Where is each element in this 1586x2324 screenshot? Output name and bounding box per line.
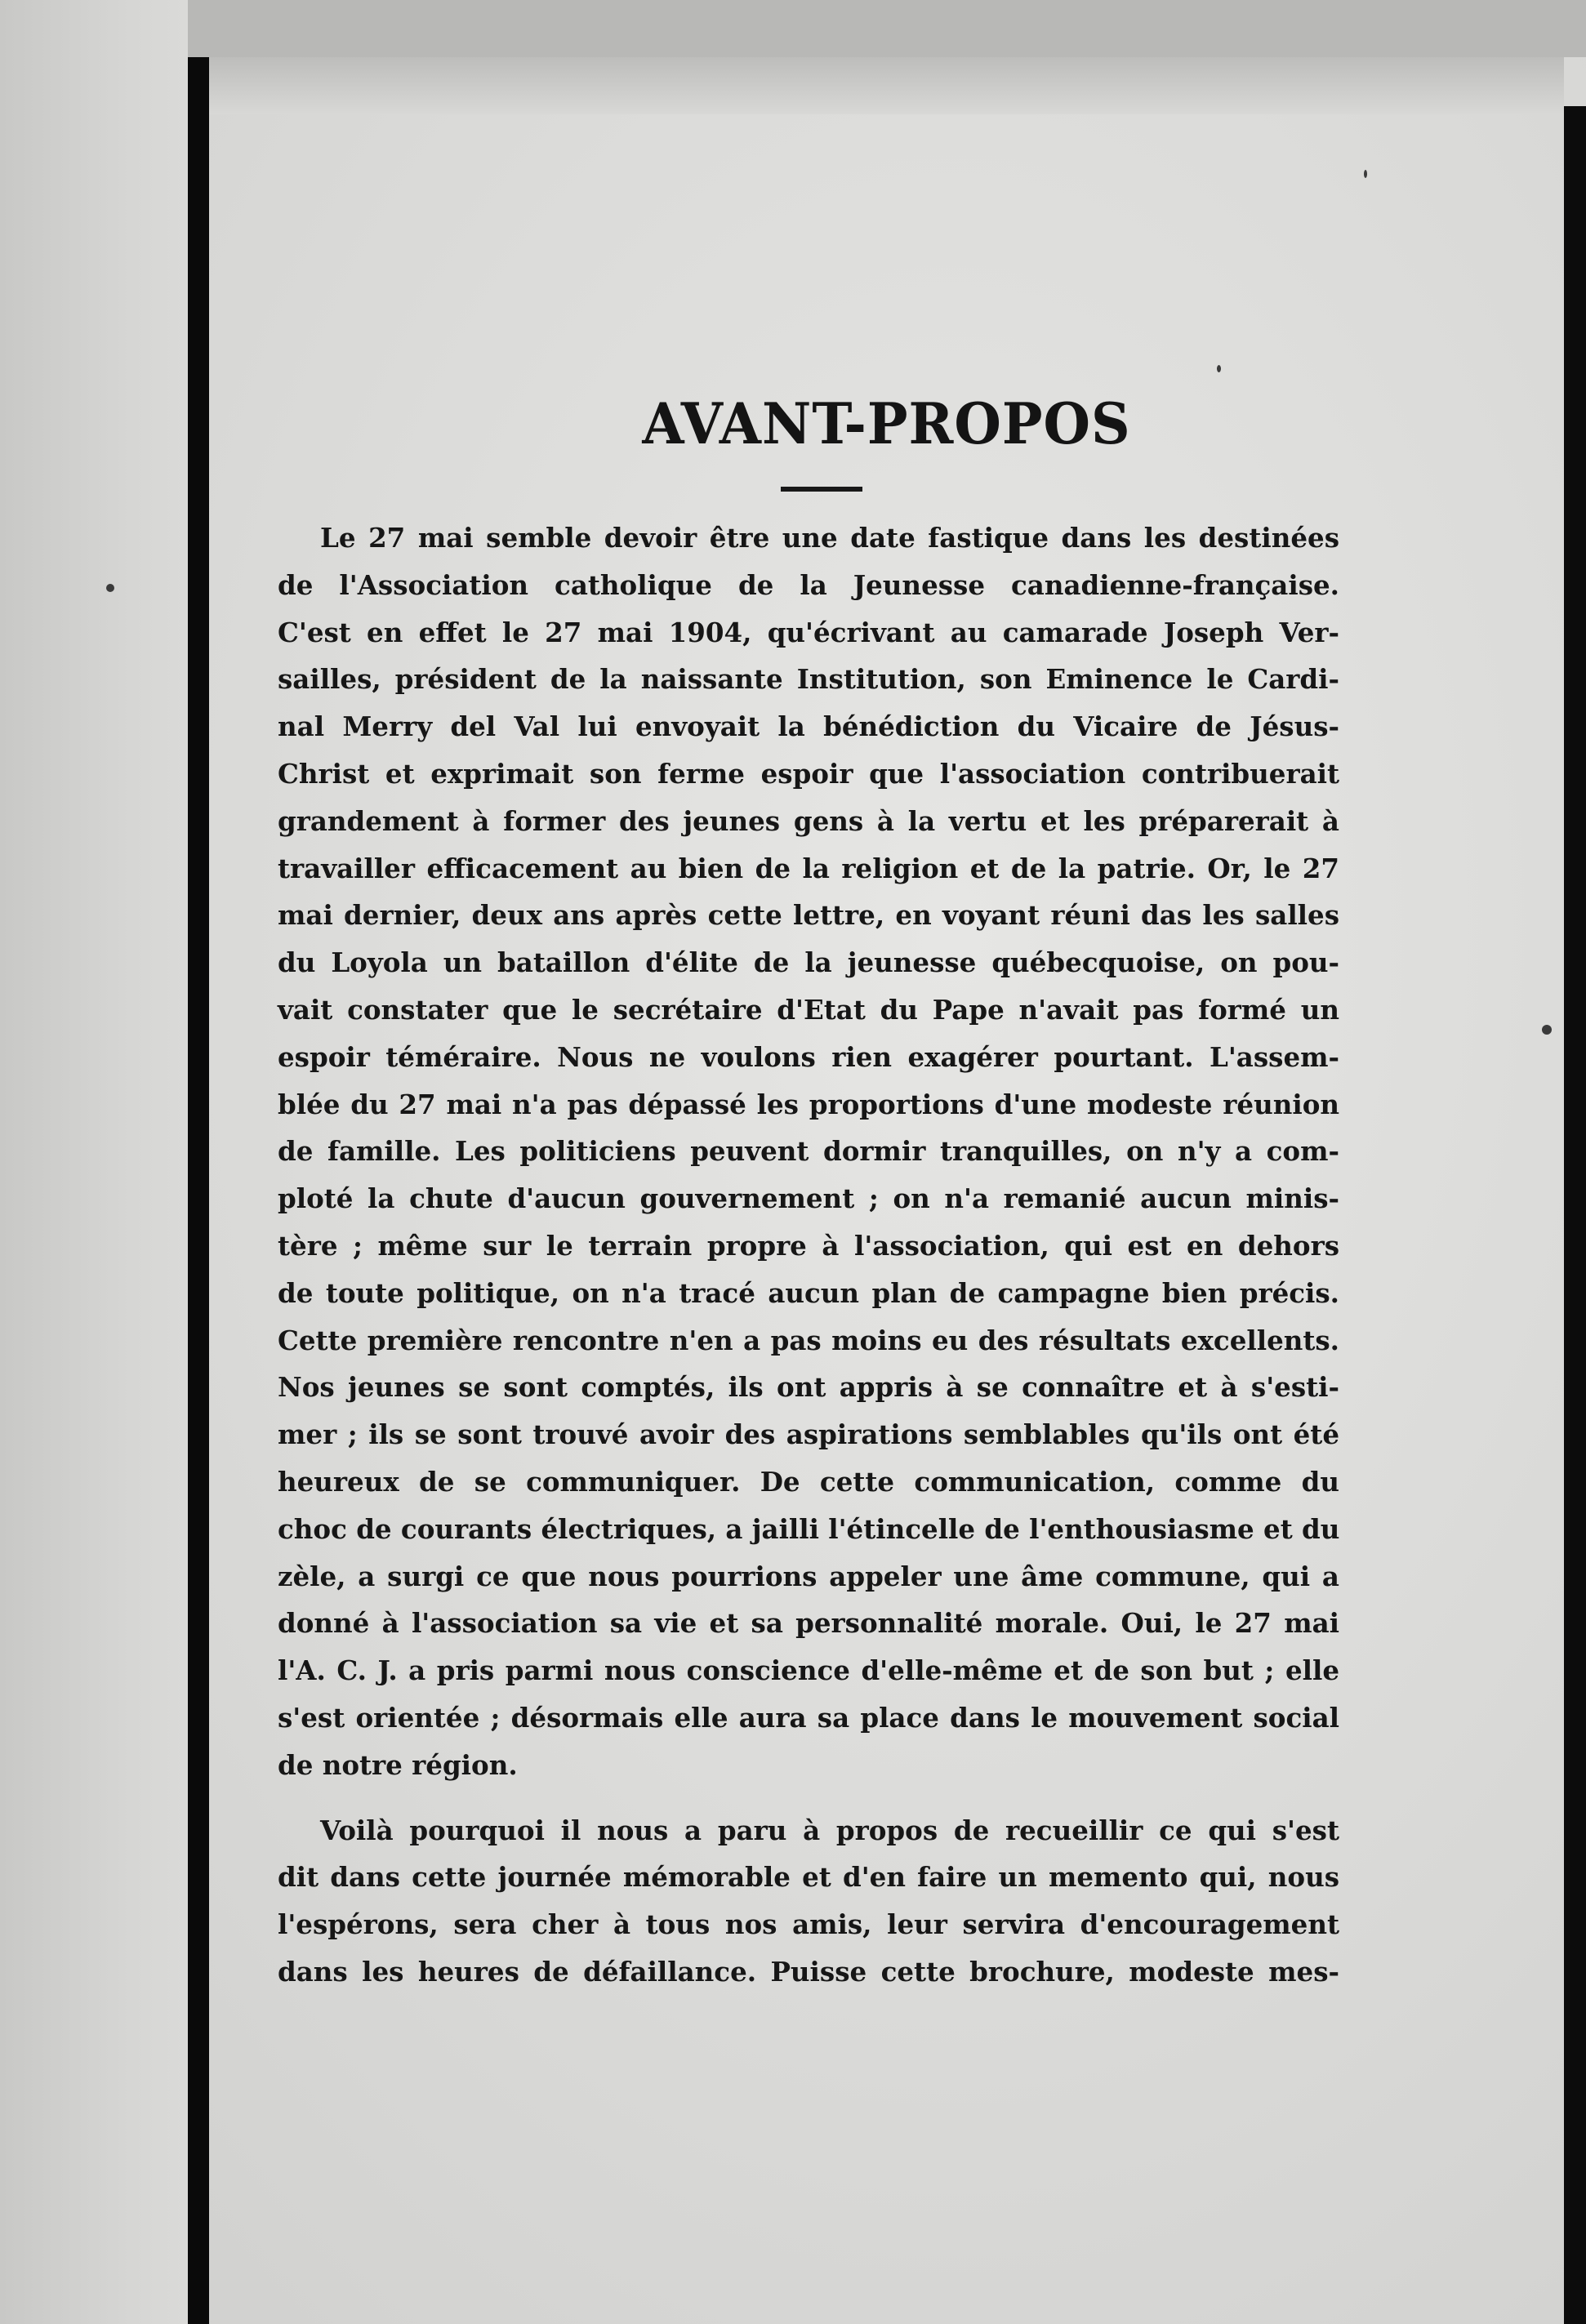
text-line: espoir téméraire. Nous ne voulons rien exagérer pourtant. L'assem- <box>278 1040 1339 1073</box>
text-line: travailler efficacement au bien de la religion et de la patrie. Or, le 27 <box>278 852 1339 884</box>
text-line: Le 27 mai semble devoir être une date fastique dans les destinées <box>320 522 1339 554</box>
right-black-border <box>1564 106 1586 2324</box>
text-line: l'espérons, sera cher à tous nos amis, leur servira d'encouragement <box>278 1908 1339 1941</box>
text-line: blée du 27 mai n'a pas dépassé les proportions d'une modeste réunion <box>278 1088 1339 1120</box>
text-line: donné à l'association sa vie et sa personnalité morale. Oui, le 27 mai <box>278 1607 1339 1640</box>
text-line: grandement à former des jeunes gens à la vertu et les préparerait à <box>278 804 1339 837</box>
text-line: du Loyola un bataillon d'élite de la jeunesse québecquoise, on pou- <box>278 946 1339 979</box>
title-rule <box>781 487 862 492</box>
text-line: dans les heures de défaillance. Puisse cette brochure, modeste mes- <box>278 1955 1339 1988</box>
text-line: ploté la chute d'aucun gouvernement ; on n'a remanié aucun minis- <box>278 1182 1339 1215</box>
text-line: mai dernier, deux ans après cette lettre, en voyant réuni das les salles <box>278 899 1339 932</box>
text-line: de famille. Les politiciens peuvent dormir tranquilles, on n'y a com- <box>278 1135 1339 1168</box>
text-line: de l'Association catholique de la Jeunesse canadienne-française. <box>278 568 1339 601</box>
text-line: choc de courants électriques, a jailli l'étincelle de l'enthousiasme et du <box>278 1512 1340 1545</box>
left-black-border <box>188 57 209 2324</box>
text-line: zèle, a surgi ce que nous pourrions appeler une âme commune, qui a <box>278 1560 1339 1592</box>
text-line: Nos jeunes se sont comptés, ils ont appris à se connaître et à s'esti- <box>278 1371 1339 1404</box>
body-text <box>278 514 1339 1996</box>
scan-speck <box>106 584 114 592</box>
text-line: mer ; ils se sont trouvé avoir des aspirations semblables qu'ils ont été <box>278 1418 1339 1451</box>
page-top-shadow <box>209 57 1564 114</box>
text-line: de notre région. <box>278 1748 518 1781</box>
text-line: Cette première rencontre n'en a pas moins eu des résultats excellents. <box>278 1324 1339 1356</box>
text-line: C'est en effet le 27 mai 1904, qu'écrivant au camarade Joseph Ver- <box>278 616 1339 648</box>
text-line: vait constater que le secrétaire d'Etat du Pape n'avait pas formé un <box>278 993 1339 1026</box>
text-line: sailles, président de la naissante Institution, son Eminence le Cardi- <box>278 663 1339 696</box>
text-line: Christ et exprimait son ferme espoir que l'association contribuerait <box>278 757 1339 790</box>
text-line: tère ; même sur le terrain propre à l'association, qui est en dehors <box>278 1229 1339 1262</box>
text-line: s'est orientée ; désormais elle aura sa place dans le mouvement social <box>278 1701 1339 1734</box>
text-line: nal Merry del Val lui envoyait la bénédiction du Vicaire de Jésus- <box>278 710 1339 743</box>
text-line: de toute politique, on n'a tracé aucun plan de campagne bien précis. <box>278 1276 1339 1309</box>
page-title: AVANT-PROPOS <box>642 390 1131 457</box>
document-page <box>209 114 1564 2324</box>
text-line: dit dans cette journée mémorable et d'en faire un memento qui, nous <box>278 1861 1339 1894</box>
scan-left-margin <box>0 0 188 2324</box>
text-line: heureux de se communiquer. De cette communication, comme du <box>278 1465 1339 1498</box>
scan-top-edge <box>0 0 1586 57</box>
text-line: l'A. C. J. a pris parmi nous conscience d'elle-même et de son but ; elle <box>278 1654 1339 1687</box>
paragraph-gap <box>278 1789 1339 1807</box>
text-line: Voilà pourquoi il nous a paru à propos de recueillir ce qui s'est <box>320 1814 1339 1846</box>
